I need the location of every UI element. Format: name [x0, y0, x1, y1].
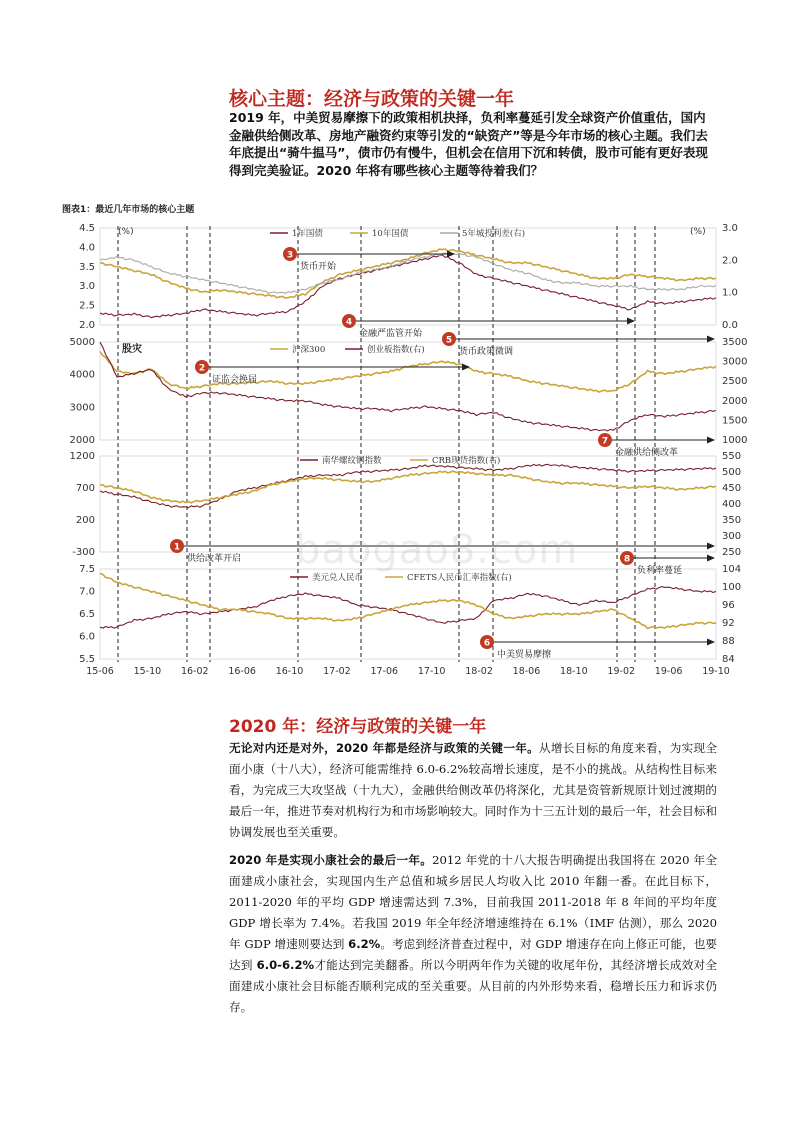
right-tick-label: 88 [722, 636, 735, 647]
event-number: 2 [198, 363, 206, 374]
arrowhead-icon [462, 364, 470, 371]
section-heading: 2020 年：经济与政策的关键一年 [229, 717, 487, 737]
x-tick-label: 18-02 [465, 666, 493, 677]
legend-label: 1年国债 [292, 229, 323, 239]
right-tick-label: 3500 [722, 337, 748, 348]
legend-label: 沪深300 [292, 345, 326, 355]
event-number: 8 [623, 554, 631, 565]
right-tick-label: 1.0 [722, 287, 738, 299]
right-tick-label: 300 [722, 531, 742, 542]
series-line [100, 587, 716, 629]
x-tick-label: 19-02 [607, 666, 636, 677]
event-number: 4 [345, 317, 353, 328]
crash-label: 股灾 [122, 344, 142, 355]
x-tick-label: 19-06 [654, 666, 683, 677]
arrowhead-icon [627, 318, 635, 325]
paragraph-1 [229, 738, 717, 843]
event-label: 中美贸易摩擦 [497, 650, 552, 660]
right-tick-label: 104 [722, 564, 742, 575]
x-tick-label: 15-10 [133, 666, 162, 677]
right-tick-label: 1000 [722, 435, 748, 446]
unit-right: (%) [690, 227, 706, 237]
right-tick-label: 1500 [722, 415, 748, 427]
paragraph-2-body-c: 才能达到完美翻番。所以今明两年作为关键的收尾年份，其经济增长成效对全面建成小康社会目标能否顺利完成的至关重要。从目前的内外形势来看，稳增长压力和诉求仍存。 [229, 958, 717, 1014]
left-tick-label: 2.0 [79, 320, 95, 331]
paragraph-2-body-b: 。考虑到经济普查过程中，对 GDP 增速存在向上修正可能，也要达到 [229, 937, 717, 972]
x-tick-label: 17-02 [323, 666, 351, 677]
left-tick-label: 6.5 [79, 609, 95, 620]
right-tick-label: 350 [722, 515, 742, 526]
page-title: 核心主题：经济与政策的关键一年 [229, 88, 515, 110]
x-tick-label: 19-10 [702, 666, 730, 677]
legend-label: 5年城投利差(右) [462, 229, 526, 239]
left-tick-label: 3.0 [79, 281, 95, 293]
event-label: 货币开始 [300, 262, 337, 272]
panel-frame [100, 342, 716, 440]
left-tick-label: 4.5 [79, 223, 95, 234]
right-tick-label: 400 [722, 499, 742, 510]
right-tick-label: 0.0 [722, 320, 738, 331]
paragraph-2 [229, 850, 717, 1018]
left-tick-label: 2.5 [79, 300, 95, 312]
x-tick-label: 17-06 [370, 666, 399, 677]
left-tick-label: 7.0 [79, 586, 95, 598]
event-label: 金融严监管开始 [359, 329, 423, 339]
paragraph-1-body: 从增长目标的角度来看，为实现全面小康（十八大），经济可能需维持 6.0-6.2%较高增长速度，是不小的挑战。从结构性目标来看，为完成三大攻坚战（十九大），金融供给侧改革仍将深化，尤其是资管新规原计划过渡期的最后一年，推进节奏对机构行为和市场影响较大。同时作为十三五计划的最后一年，社会目标和协调发展也至关重要。 [229, 741, 717, 839]
event-number: 3 [286, 250, 294, 261]
legend-label: 南华螺纹钢指数 [322, 456, 382, 466]
event-number: 7 [601, 436, 609, 447]
unit-left: (%) [118, 227, 134, 237]
left-tick-label: 2000 [69, 435, 95, 446]
x-tick-label: 16-02 [180, 666, 209, 677]
right-tick-label: 500 [722, 467, 742, 478]
right-tick-label: 92 [722, 618, 735, 629]
panel-frame [100, 228, 716, 325]
event-number: 1 [173, 542, 181, 553]
paragraph-2-highlight-2: 6.0-6.2% [256, 958, 315, 972]
x-tick-label: 18-10 [560, 666, 588, 677]
right-tick-label: 3000 [722, 356, 748, 368]
right-tick-label: 84 [722, 654, 735, 665]
right-tick-label: 550 [722, 451, 742, 462]
right-tick-label: 2.0 [722, 255, 738, 267]
event-label: 金融供给侧改革 [615, 448, 679, 458]
x-tick-label: 16-06 [228, 666, 256, 677]
arrowhead-icon [447, 251, 455, 258]
left-tick-label: 1200 [69, 451, 95, 462]
left-tick-label: 5.5 [79, 654, 95, 665]
series-line [100, 464, 716, 507]
legend-label: 10年国债 [372, 229, 409, 239]
left-tick-label: 4.0 [79, 242, 95, 254]
event-number: 5 [445, 335, 453, 346]
right-tick-label: 2500 [722, 376, 748, 388]
arrowhead-icon [707, 336, 715, 343]
series-line [100, 471, 716, 503]
series-line [100, 351, 716, 392]
event-label: 供给改革开启 [187, 554, 242, 564]
left-tick-label: 7.5 [79, 564, 95, 575]
right-tick-label: 100 [722, 582, 742, 593]
x-tick-label: 17-10 [417, 666, 446, 677]
event-label: 负利率蔓延 [637, 566, 683, 576]
left-tick-label: 3000 [69, 402, 95, 414]
market-themes-chart [0, 212, 800, 682]
watermark: baogao8.com [295, 527, 579, 573]
x-tick-label: 15-06 [86, 666, 114, 677]
figure-caption: 图表1：最近几年市场的核心主题 [62, 205, 195, 215]
paragraph-2-body-a: 2012 年党的十八大报告明确提出我国将在 2020 年全面建成小康社会，实现国内生产总值和城乡居民人均收入比 2010 年翻一番。在此目标下，2011-2020 年的平均 GDP 增速需达到 7.3%，目前我国 2011-2018 年 8 年间的平均年度 GDP 增长率为 7.4%。若我国 2019 年全年经济增速维持在 6.1%（IMF 估测），那么 2020 年 GDP 增速则要达到 [229, 853, 717, 951]
paragraph-2-highlight-1: 6.2% [348, 937, 381, 951]
right-tick-label: 2000 [722, 395, 748, 407]
arrowhead-icon [707, 555, 715, 562]
left-tick-label: 200 [75, 515, 95, 526]
intro-paragraph: 2019 年，中美贸易摩擦下的政策相机抉择，负利率蔓延引发全球资产价值重估，国内金融供给侧改革、房地产融资约束等引发的“缺资产”等是今年市场的核心主题。我们去年底提出“骑牛揾马”，债市仍有慢牛，但机会在信用下沉和转债，股市可能有更好表现得到完美验证。2020 年将有哪些核心主题等待着我们？ [229, 110, 708, 178]
left-tick-label: 5000 [69, 337, 95, 348]
event-label: 证监会换届 [212, 375, 258, 385]
arrowhead-icon [707, 639, 715, 646]
arrowhead-icon [707, 437, 715, 444]
left-tick-label: 700 [75, 483, 95, 494]
series-line [100, 249, 716, 298]
legend-label: 创业板指数(右) [367, 345, 425, 355]
right-tick-label: 250 [722, 547, 742, 558]
left-tick-label: 3.5 [79, 261, 95, 273]
x-tick-label: 18-06 [512, 666, 541, 677]
right-tick-label: 3.0 [722, 223, 738, 234]
paragraph-2-lead: 2020 年是实现小康社会的最后一年。 [229, 853, 433, 867]
right-tick-label: 450 [722, 483, 742, 494]
event-number: 6 [483, 638, 491, 649]
legend-label: 美元兑人民币 [312, 573, 364, 583]
left-tick-label: 4000 [69, 369, 95, 381]
x-tick-label: 16-10 [275, 666, 304, 677]
legend-label: CFETS人民币汇率指数(右) [407, 573, 512, 583]
arrowhead-icon [707, 543, 715, 550]
left-tick-label: -300 [72, 547, 95, 558]
right-tick-label: 96 [722, 600, 735, 611]
left-tick-label: 6.0 [79, 631, 95, 643]
event-label: 货币政策微调 [459, 347, 514, 357]
paragraph-1-lead: 无论对内还是对外，2020 年都是经济与政策的关键一年。 [229, 741, 539, 755]
legend-label: CRB现货指数(右) [432, 456, 501, 466]
